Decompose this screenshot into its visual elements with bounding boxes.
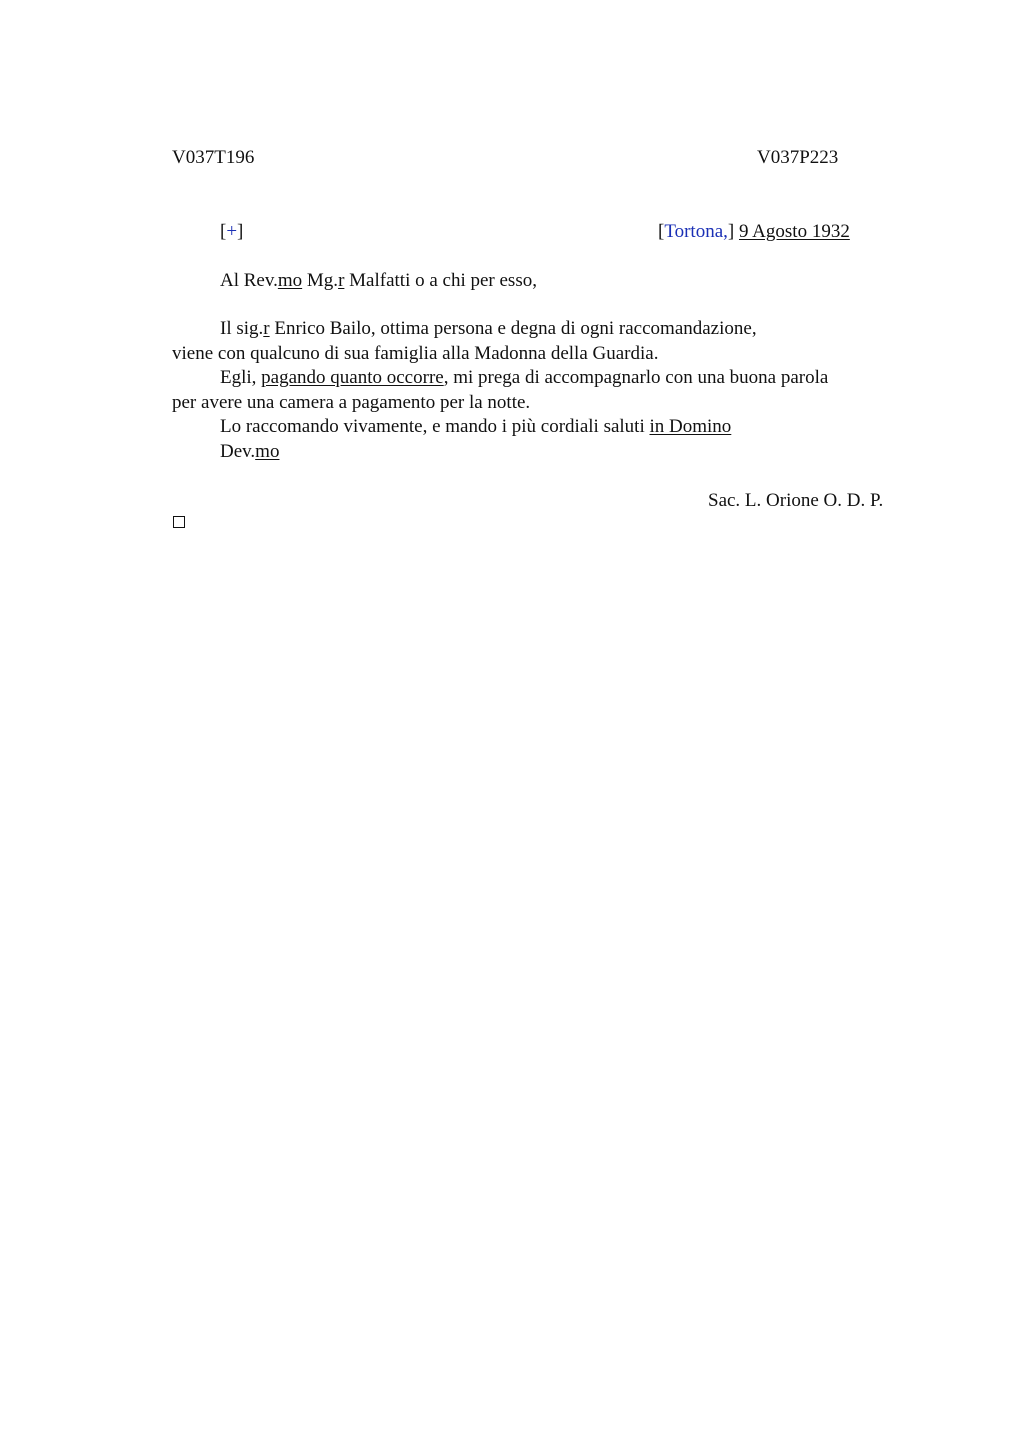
document-code-left: V037T196: [172, 147, 255, 168]
body-p1-abbrev: r: [263, 318, 270, 339]
cross-symbol: +: [226, 221, 238, 242]
place-bracket-close: ]: [727, 221, 735, 242]
letter-date: 9 Agosto 1932: [738, 221, 850, 242]
place-date-line: [658, 220, 850, 244]
closing-start: Dev.: [220, 441, 256, 462]
salutation: [220, 269, 537, 293]
salutation-part3: Malfatti o a chi per esso,: [344, 270, 537, 291]
body-p2-end: , mi prega di accompagnarlo con una buona parola: [443, 367, 829, 388]
body-p2-start: Egli,: [220, 367, 262, 388]
body-line-3: [220, 366, 828, 390]
cross-mark: [220, 220, 243, 244]
body-p1-start: Il sig.: [220, 318, 264, 339]
cross-bracket-close: ]: [237, 221, 244, 242]
closing-abbrev: mo: [255, 441, 280, 462]
end-marker-box: [173, 516, 185, 528]
salutation-abbrev2: r: [338, 270, 345, 291]
body-p3-start: Lo raccomando vivamente, e mando i più cordiali saluti: [220, 416, 650, 437]
salutation-part1: Al Rev.: [220, 270, 278, 291]
body-p3-underlined: in Domino: [649, 416, 732, 437]
place-bracket-open: [: [658, 221, 665, 242]
body-line-1: [220, 317, 757, 341]
cross-bracket-open: [: [220, 221, 227, 242]
signature: Sac. L. Orione O. D. P.: [708, 490, 884, 511]
body-p1-end: Enrico Bailo, ottima persona e degna di ogni raccomandazione,: [269, 318, 757, 339]
salutation-abbrev1: mo: [277, 270, 303, 291]
body-line-4: per avere una camera a pagamento per la notte.: [172, 392, 531, 413]
salutation-part2: Mg.: [302, 270, 339, 291]
document-code-right: V037P223: [757, 147, 839, 168]
place-name: Tortona,: [664, 221, 728, 242]
body-p2-underlined: pagando quanto occorre: [261, 367, 444, 388]
body-line-2: viene con qualcuno di sua famiglia alla Madonna della Guardia.: [172, 343, 659, 364]
body-line-5: [220, 415, 731, 439]
closing: [220, 440, 279, 464]
